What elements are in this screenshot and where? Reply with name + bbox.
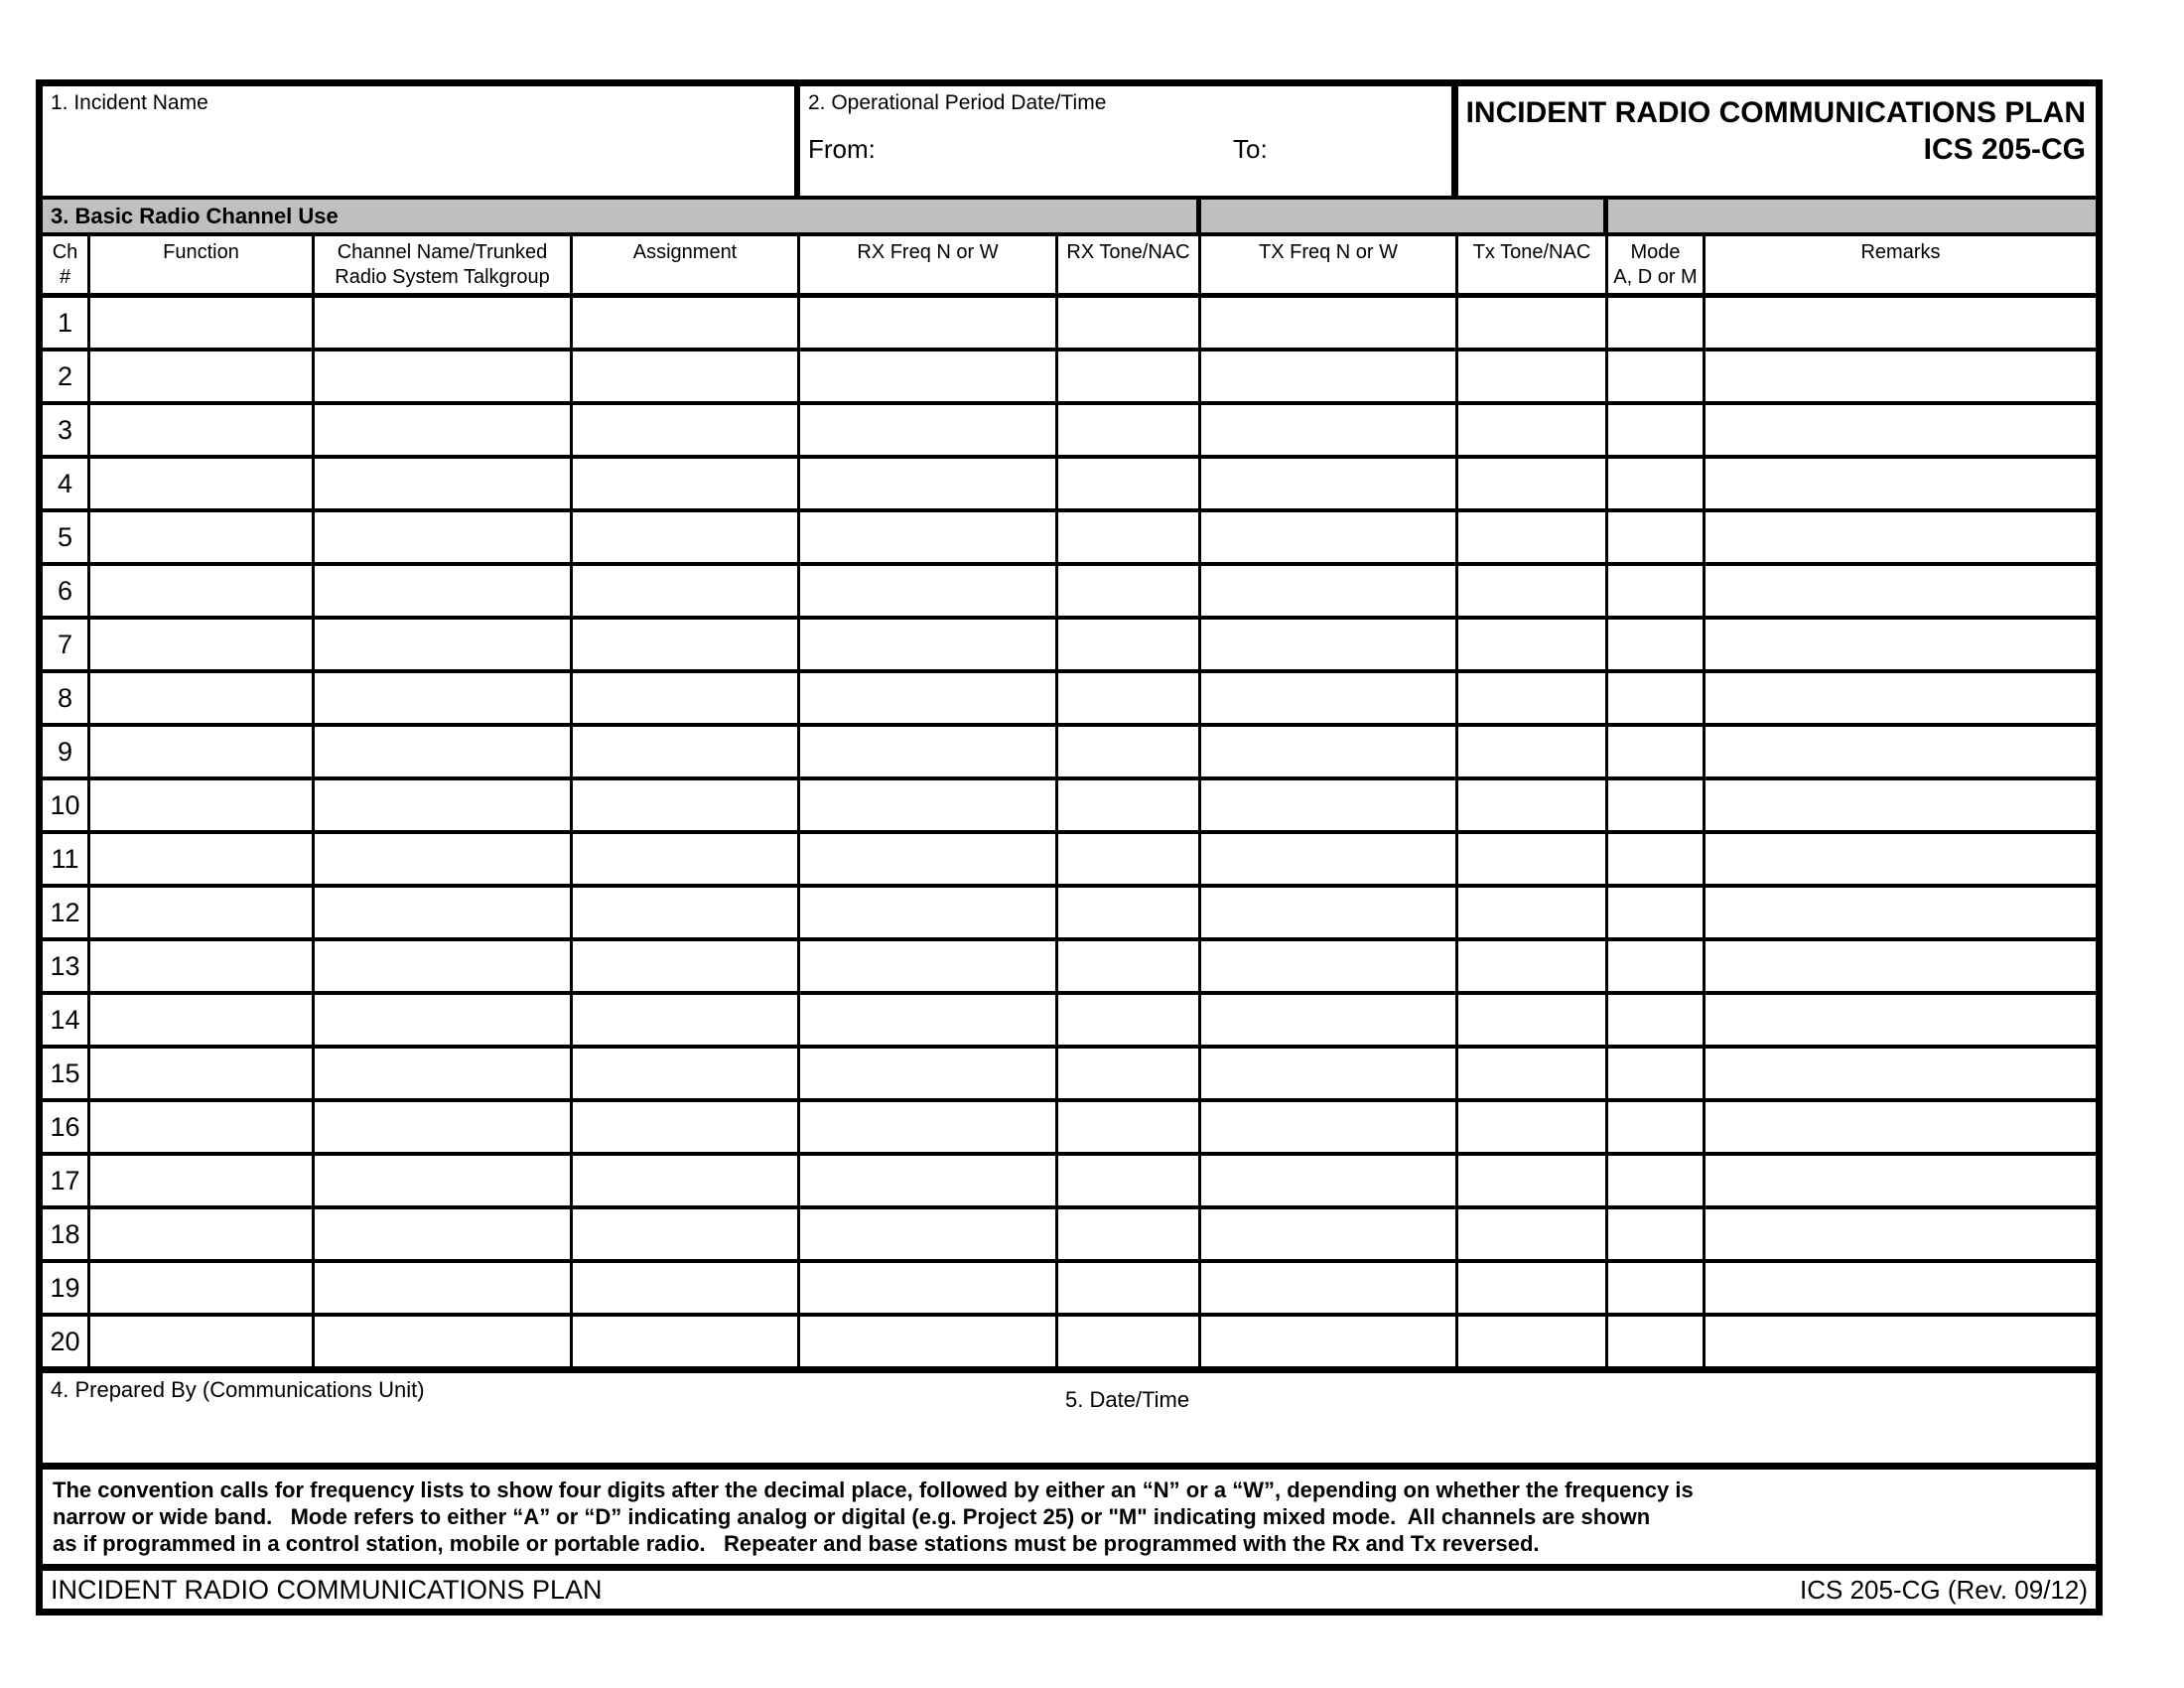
cell-tx-freq[interactable] <box>1201 834 1458 884</box>
table-row <box>43 459 2096 512</box>
cell-remarks[interactable] <box>1706 1209 2096 1259</box>
cell-tx-freq[interactable] <box>1201 995 1458 1045</box>
cell-assignment[interactable] <box>573 352 800 401</box>
cell-tx-freq[interactable] <box>1201 780 1458 830</box>
cell-rx-tone[interactable] <box>1058 566 1201 616</box>
form-header-row <box>43 86 2096 200</box>
cell-rx-freq[interactable] <box>800 512 1058 562</box>
cell-channel-name[interactable] <box>315 1317 573 1366</box>
cell-mode[interactable] <box>1608 1102 1706 1152</box>
cell-rx-freq[interactable] <box>800 780 1058 830</box>
cell-tx-tone[interactable] <box>1458 888 1608 937</box>
cell-rx-freq[interactable] <box>800 941 1058 991</box>
cell-function[interactable] <box>90 1209 315 1259</box>
cell-tx-freq[interactable] <box>1201 620 1458 669</box>
table-row <box>43 1209 2096 1263</box>
channel-number: 7 <box>43 620 90 669</box>
channel-number: 6 <box>43 566 90 616</box>
cell-remarks[interactable] <box>1706 834 2096 884</box>
col-header-ch: Ch # <box>43 236 90 293</box>
cell-channel-name[interactable] <box>315 888 573 937</box>
cell-remarks[interactable] <box>1706 566 2096 616</box>
cell-channel-name[interactable] <box>315 727 573 776</box>
cell-channel-name[interactable] <box>315 405 573 455</box>
cell-rx-tone[interactable] <box>1058 620 1201 669</box>
cell-assignment[interactable] <box>573 620 800 669</box>
cell-tx-tone[interactable] <box>1458 405 1608 455</box>
cell-rx-freq[interactable] <box>800 405 1058 455</box>
convention-note <box>43 1470 2096 1571</box>
cell-rx-tone[interactable] <box>1058 727 1201 776</box>
col-header-mode: Mode A, D or M <box>1608 236 1706 293</box>
cell-channel-name[interactable] <box>315 995 573 1045</box>
ics-205-form <box>36 79 2103 1616</box>
cell-rx-tone[interactable] <box>1058 673 1201 723</box>
cell-rx-freq[interactable] <box>800 727 1058 776</box>
channel-number: 19 <box>43 1263 90 1313</box>
cell-rx-freq[interactable] <box>800 834 1058 884</box>
cell-remarks[interactable] <box>1706 459 2096 508</box>
channel-number: 8 <box>43 673 90 723</box>
cell-tx-tone[interactable] <box>1458 1049 1608 1098</box>
cell-assignment[interactable] <box>573 780 800 830</box>
channel-table-header <box>43 236 2096 298</box>
footer-title: INCIDENT RADIO COMMUNICATIONS PLAN <box>51 1574 603 1605</box>
cell-mode[interactable] <box>1608 1317 1706 1366</box>
cell-tx-tone[interactable] <box>1458 512 1608 562</box>
table-row <box>43 405 2096 459</box>
cell-assignment[interactable] <box>573 941 800 991</box>
incident-name-cell[interactable] <box>43 86 800 196</box>
cell-remarks[interactable] <box>1706 673 2096 723</box>
cell-tx-tone[interactable] <box>1458 1102 1608 1152</box>
operational-period-label: 2. Operational Period Date/Time <box>808 91 1107 114</box>
convention-note-line1: The convention calls for frequency lists to show four digits after the decimal place, followed by either an “N” or a “W”, depending on whether the frequency is <box>53 1477 1694 1502</box>
cell-mode[interactable] <box>1608 566 1706 616</box>
cell-remarks[interactable] <box>1706 1049 2096 1098</box>
form-footer <box>43 1571 2096 1609</box>
cell-function[interactable] <box>90 941 315 991</box>
operational-period-cell[interactable] <box>800 86 1458 196</box>
cell-rx-freq[interactable] <box>800 1102 1058 1152</box>
cell-channel-name[interactable] <box>315 459 573 508</box>
prepared-by-label: 4. Prepared By (Communications Unit) <box>51 1377 425 1402</box>
cell-tx-freq[interactable] <box>1201 941 1458 991</box>
cell-tx-tone[interactable] <box>1458 727 1608 776</box>
cell-rx-freq[interactable] <box>800 620 1058 669</box>
cell-rx-tone[interactable] <box>1058 512 1201 562</box>
cell-mode[interactable] <box>1608 512 1706 562</box>
cell-remarks[interactable] <box>1706 512 2096 562</box>
cell-rx-freq[interactable] <box>800 995 1058 1045</box>
col-header-channel-name: Channel Name/Trunked Radio System Talkgroup <box>315 236 573 293</box>
title-block <box>1458 86 2096 196</box>
cell-channel-name[interactable] <box>315 941 573 991</box>
cell-mode[interactable] <box>1608 1209 1706 1259</box>
cell-tx-tone[interactable] <box>1458 995 1608 1045</box>
table-row <box>43 298 2096 352</box>
cell-tx-tone[interactable] <box>1458 352 1608 401</box>
cell-tx-freq[interactable] <box>1201 1102 1458 1152</box>
cell-remarks[interactable] <box>1706 995 2096 1045</box>
cell-assignment[interactable] <box>573 1049 800 1098</box>
cell-remarks[interactable] <box>1706 1156 2096 1205</box>
table-row <box>43 1049 2096 1102</box>
cell-channel-name[interactable] <box>315 512 573 562</box>
channel-number: 1 <box>43 298 90 348</box>
cell-tx-freq[interactable] <box>1201 459 1458 508</box>
cell-assignment[interactable] <box>573 298 800 348</box>
section3-bar <box>43 200 2096 236</box>
channel-number: 18 <box>43 1209 90 1259</box>
table-row <box>43 727 2096 780</box>
cell-rx-tone[interactable] <box>1058 1263 1201 1313</box>
cell-channel-name[interactable] <box>315 566 573 616</box>
cell-tx-freq[interactable] <box>1201 1156 1458 1205</box>
table-row <box>43 1317 2096 1370</box>
cell-rx-tone[interactable] <box>1058 834 1201 884</box>
cell-assignment[interactable] <box>573 834 800 884</box>
channel-number: 4 <box>43 459 90 508</box>
date-time-label: 5. Date/Time <box>1065 1387 1190 1412</box>
table-row <box>43 888 2096 941</box>
cell-assignment[interactable] <box>573 1317 800 1366</box>
table-row <box>43 834 2096 888</box>
cell-rx-tone[interactable] <box>1058 888 1201 937</box>
cell-function[interactable] <box>90 1263 315 1313</box>
cell-assignment[interactable] <box>573 1102 800 1152</box>
cell-tx-tone[interactable] <box>1458 834 1608 884</box>
cell-tx-freq[interactable] <box>1201 1049 1458 1098</box>
channel-number: 13 <box>43 941 90 991</box>
cell-function[interactable] <box>90 1049 315 1098</box>
from-label: From: <box>808 134 876 164</box>
cell-mode[interactable] <box>1608 888 1706 937</box>
cell-rx-freq[interactable] <box>800 1209 1058 1259</box>
cell-remarks[interactable] <box>1706 780 2096 830</box>
cell-rx-freq[interactable] <box>800 298 1058 348</box>
table-row <box>43 941 2096 995</box>
cell-channel-name[interactable] <box>315 834 573 884</box>
col-header-assignment: Assignment <box>573 236 800 293</box>
table-row <box>43 673 2096 727</box>
cell-rx-freq[interactable] <box>800 459 1058 508</box>
cell-function[interactable] <box>90 780 315 830</box>
cell-channel-name[interactable] <box>315 620 573 669</box>
cell-tx-freq[interactable] <box>1201 566 1458 616</box>
cell-assignment[interactable] <box>573 1156 800 1205</box>
cell-function[interactable] <box>90 673 315 723</box>
cell-remarks[interactable] <box>1706 1102 2096 1152</box>
cell-assignment[interactable] <box>573 1263 800 1313</box>
cell-assignment[interactable] <box>573 459 800 508</box>
cell-mode[interactable] <box>1608 405 1706 455</box>
cell-channel-name[interactable] <box>315 1263 573 1313</box>
channel-number: 2 <box>43 352 90 401</box>
cell-remarks[interactable] <box>1706 1263 2096 1313</box>
section3-label: 3. Basic Radio Channel Use <box>43 200 1201 232</box>
to-label: To: <box>1233 134 1268 164</box>
cell-function[interactable] <box>90 405 315 455</box>
cell-assignment[interactable] <box>573 566 800 616</box>
cell-tx-freq[interactable] <box>1201 352 1458 401</box>
cell-function[interactable] <box>90 459 315 508</box>
cell-tx-tone[interactable] <box>1458 1263 1608 1313</box>
convention-note-line2: narrow or wide band. Mode refers to either “A” or “D” indicating analog or digital (e.g. Project 25) or "M" indicating mixed mode. All channels are shown <box>53 1504 1651 1529</box>
cell-tx-tone[interactable] <box>1458 673 1608 723</box>
cell-assignment[interactable] <box>573 673 800 723</box>
cell-mode[interactable] <box>1608 298 1706 348</box>
cell-function[interactable] <box>90 888 315 937</box>
cell-mode[interactable] <box>1608 352 1706 401</box>
cell-function[interactable] <box>90 352 315 401</box>
section3-bar-segment <box>1608 200 2096 232</box>
table-row <box>43 352 2096 405</box>
cell-channel-name[interactable] <box>315 780 573 830</box>
cell-function[interactable] <box>90 1102 315 1152</box>
cell-mode[interactable] <box>1608 727 1706 776</box>
cell-tx-freq[interactable] <box>1201 727 1458 776</box>
cell-function[interactable] <box>90 1317 315 1366</box>
channel-number: 16 <box>43 1102 90 1152</box>
cell-rx-freq[interactable] <box>800 673 1058 723</box>
cell-mode[interactable] <box>1608 1263 1706 1313</box>
cell-rx-tone[interactable] <box>1058 941 1201 991</box>
col-header-remarks: Remarks <box>1860 241 1941 263</box>
table-row <box>43 1263 2096 1317</box>
channel-table <box>43 298 2096 1370</box>
channel-number: 10 <box>43 780 90 830</box>
cell-tx-tone[interactable] <box>1458 1209 1608 1259</box>
cell-mode[interactable] <box>1608 673 1706 723</box>
cell-remarks[interactable] <box>1706 298 2096 348</box>
cell-function[interactable] <box>90 995 315 1045</box>
channel-number: 9 <box>43 727 90 776</box>
cell-tx-freq[interactable] <box>1201 1263 1458 1313</box>
cell-rx-tone[interactable] <box>1058 298 1201 348</box>
cell-tx-freq[interactable] <box>1201 1209 1458 1259</box>
cell-rx-tone[interactable] <box>1058 1156 1201 1205</box>
cell-assignment[interactable] <box>573 727 800 776</box>
cell-mode[interactable] <box>1608 459 1706 508</box>
col-header-tx-tone: Tx Tone/NAC <box>1458 236 1608 293</box>
channel-number: 17 <box>43 1156 90 1205</box>
channel-number: 15 <box>43 1049 90 1098</box>
cell-assignment[interactable] <box>573 1209 800 1259</box>
table-row <box>43 566 2096 620</box>
cell-rx-freq[interactable] <box>800 1317 1058 1366</box>
cell-channel-name[interactable] <box>315 673 573 723</box>
form-number: ICS 205-CG <box>1923 133 2086 166</box>
cell-mode[interactable] <box>1608 941 1706 991</box>
cell-function[interactable] <box>90 834 315 884</box>
cell-tx-tone[interactable] <box>1458 566 1608 616</box>
col-header-tx-freq: TX Freq N or W <box>1201 236 1458 293</box>
cell-tx-tone[interactable] <box>1458 459 1608 508</box>
cell-function[interactable] <box>90 1156 315 1205</box>
cell-assignment[interactable] <box>573 888 800 937</box>
cell-channel-name[interactable] <box>315 1209 573 1259</box>
cell-rx-tone[interactable] <box>1058 995 1201 1045</box>
cell-tx-freq[interactable] <box>1201 673 1458 723</box>
cell-rx-tone[interactable] <box>1058 1317 1201 1366</box>
cell-function[interactable] <box>90 512 315 562</box>
cell-function[interactable] <box>90 727 315 776</box>
cell-remarks[interactable] <box>1706 941 2096 991</box>
table-row <box>43 512 2096 566</box>
cell-tx-freq[interactable] <box>1201 1317 1458 1366</box>
cell-mode[interactable] <box>1608 1049 1706 1098</box>
table-row <box>43 780 2096 834</box>
cell-assignment[interactable] <box>573 512 800 562</box>
cell-assignment[interactable] <box>573 995 800 1045</box>
cell-tx-freq[interactable] <box>1201 888 1458 937</box>
cell-rx-freq[interactable] <box>800 1156 1058 1205</box>
cell-remarks[interactable] <box>1706 620 2096 669</box>
cell-rx-tone[interactable] <box>1058 1209 1201 1259</box>
cell-rx-freq[interactable] <box>800 888 1058 937</box>
cell-channel-name[interactable] <box>315 1102 573 1152</box>
cell-tx-tone[interactable] <box>1458 620 1608 669</box>
cell-remarks[interactable] <box>1706 1317 2096 1366</box>
prepared-by-cell[interactable] <box>43 1370 2096 1470</box>
cell-rx-tone[interactable] <box>1058 405 1201 455</box>
cell-tx-tone[interactable] <box>1458 298 1608 348</box>
cell-rx-tone[interactable] <box>1058 1049 1201 1098</box>
cell-function[interactable] <box>90 620 315 669</box>
table-row <box>43 620 2096 673</box>
cell-rx-tone[interactable] <box>1058 459 1201 508</box>
cell-mode[interactable] <box>1608 620 1706 669</box>
form-revision: ICS 205-CG (Rev. 09/12) <box>1800 1574 2088 1605</box>
channel-number: 3 <box>43 405 90 455</box>
channel-number: 14 <box>43 995 90 1045</box>
cell-mode[interactable] <box>1608 1156 1706 1205</box>
convention-note-line3: as if programmed in a control station, mobile or portable radio. Repeater and base stations must be programmed with the Rx and Tx reversed. <box>53 1531 1540 1556</box>
cell-remarks[interactable] <box>1706 352 2096 401</box>
cell-mode[interactable] <box>1608 834 1706 884</box>
cell-mode[interactable] <box>1608 780 1706 830</box>
cell-rx-freq[interactable] <box>800 1049 1058 1098</box>
col-header-rx-tone: RX Tone/NAC <box>1058 236 1201 293</box>
table-row <box>43 1102 2096 1156</box>
cell-channel-name[interactable] <box>315 1049 573 1098</box>
cell-rx-freq[interactable] <box>800 566 1058 616</box>
incident-name-label: 1. Incident Name <box>51 91 208 114</box>
cell-tx-tone[interactable] <box>1458 1156 1608 1205</box>
cell-tx-freq[interactable] <box>1201 512 1458 562</box>
cell-channel-name[interactable] <box>315 352 573 401</box>
cell-tx-freq[interactable] <box>1201 405 1458 455</box>
cell-remarks[interactable] <box>1706 888 2096 937</box>
cell-remarks[interactable] <box>1706 405 2096 455</box>
cell-rx-freq[interactable] <box>800 1263 1058 1313</box>
cell-tx-tone[interactable] <box>1458 941 1608 991</box>
cell-rx-tone[interactable] <box>1058 1102 1201 1152</box>
cell-assignment[interactable] <box>573 405 800 455</box>
cell-function[interactable] <box>90 298 315 348</box>
cell-function[interactable] <box>90 566 315 616</box>
channel-number: 5 <box>43 512 90 562</box>
cell-tx-tone[interactable] <box>1458 1317 1608 1366</box>
section3-bar-segment <box>1201 200 1608 232</box>
form-title: INCIDENT RADIO COMMUNICATIONS PLAN <box>1465 96 2086 129</box>
cell-rx-tone[interactable] <box>1058 780 1201 830</box>
table-row <box>43 995 2096 1049</box>
cell-rx-tone[interactable] <box>1058 352 1201 401</box>
cell-remarks[interactable] <box>1706 727 2096 776</box>
channel-number: 12 <box>43 888 90 937</box>
cell-tx-freq[interactable] <box>1201 298 1458 348</box>
col-header-function: Function <box>90 236 315 293</box>
cell-mode[interactable] <box>1608 995 1706 1045</box>
cell-tx-tone[interactable] <box>1458 780 1608 830</box>
table-row <box>43 1156 2096 1209</box>
channel-number: 20 <box>43 1317 90 1366</box>
cell-channel-name[interactable] <box>315 298 573 348</box>
cell-channel-name[interactable] <box>315 1156 573 1205</box>
channel-number: 11 <box>43 834 90 884</box>
col-header-rx-freq: RX Freq N or W <box>800 236 1058 293</box>
cell-rx-freq[interactable] <box>800 352 1058 401</box>
